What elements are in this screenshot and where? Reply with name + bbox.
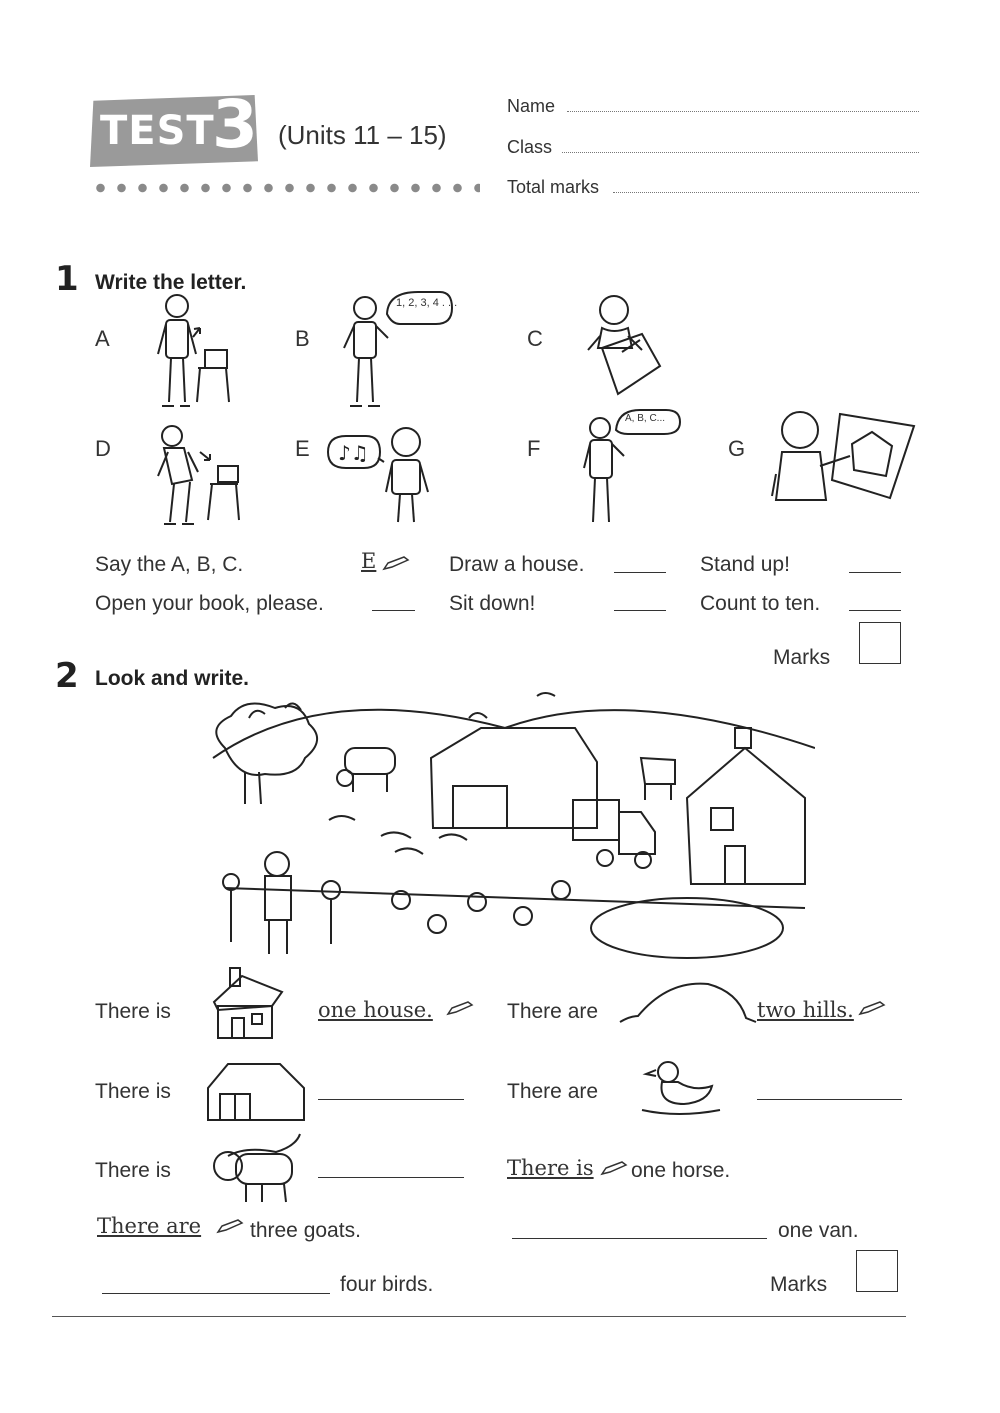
section-2-title: Look and write. xyxy=(95,667,250,690)
section-1-marks-box[interactable] xyxy=(859,622,901,664)
section-1-number: 1 xyxy=(55,259,79,299)
name-label: Name xyxy=(507,96,556,116)
row-5-answer[interactable] xyxy=(318,1176,464,1178)
row-5-lead: There is xyxy=(95,1159,171,1182)
row-2-lead: There are xyxy=(507,1000,599,1023)
hill-picture xyxy=(618,976,758,1026)
section-1-title: Write the letter. xyxy=(95,271,247,294)
pencil-icon xyxy=(216,1218,244,1234)
row-7-answer[interactable]: There are xyxy=(97,1214,202,1238)
row-2-answer[interactable]: two hills. xyxy=(757,998,854,1022)
name-field[interactable] xyxy=(567,110,919,112)
answer-open-book[interactable] xyxy=(372,609,415,611)
sentence-draw-house: Draw a house. xyxy=(449,553,585,576)
row-1-lead: There is xyxy=(95,1000,171,1023)
row-6-answer[interactable]: There is xyxy=(507,1156,594,1180)
sentence-open-book: Open your book, please. xyxy=(95,592,324,615)
draw-house-illustration xyxy=(770,404,918,510)
section-1-marks-label: Marks xyxy=(773,646,831,669)
sentence-sit-down: Sit down! xyxy=(449,592,536,615)
units-range: (Units 11 – 15) xyxy=(278,120,447,150)
sentence-say-abc: Say the A, B, C. xyxy=(95,553,244,576)
picture-letter-f: F xyxy=(527,436,541,461)
row-8-tail: one van. xyxy=(778,1219,859,1242)
pencil-icon xyxy=(382,555,410,571)
sentence-stand-up: Stand up! xyxy=(700,553,790,576)
row-7-tail: three goats. xyxy=(250,1219,361,1242)
sentence-count: Count to ten. xyxy=(700,592,821,615)
dotted-divider xyxy=(90,182,480,194)
row-9-answer[interactable] xyxy=(102,1292,330,1294)
answer-count[interactable] xyxy=(849,609,901,611)
test-badge-number: 3 xyxy=(212,86,258,163)
class-field[interactable] xyxy=(562,151,919,153)
sing-illustration xyxy=(324,422,444,526)
row-4-lead: There are xyxy=(507,1080,599,1103)
class-label: Class xyxy=(507,137,553,157)
total-marks-field[interactable] xyxy=(613,191,919,193)
answer-stand-up[interactable] xyxy=(849,571,901,573)
cow-picture xyxy=(206,1130,306,1206)
farm-scene-illustration xyxy=(205,688,815,970)
count-speech-text: 1, 2, 3, 4 . . . xyxy=(396,297,458,309)
stand-up-illustration xyxy=(150,292,260,414)
row-3-lead: There is xyxy=(95,1080,171,1103)
picture-letter-g: G xyxy=(728,436,746,461)
row-4-answer[interactable] xyxy=(757,1098,902,1100)
picture-letter-e: E xyxy=(295,436,310,461)
row-9-tail: four birds. xyxy=(340,1273,434,1296)
section-2-marks-box[interactable] xyxy=(856,1250,898,1292)
row-1-answer[interactable]: one house. xyxy=(318,998,433,1022)
row-8-answer[interactable] xyxy=(512,1237,767,1239)
section-2-marks-label: Marks xyxy=(770,1273,828,1296)
house-picture xyxy=(208,962,284,1042)
pencil-icon xyxy=(600,1160,628,1176)
row-3-answer[interactable] xyxy=(318,1098,464,1100)
pencil-icon xyxy=(446,1000,474,1016)
test-badge-word: TEST xyxy=(100,108,215,154)
row-6-tail: one horse. xyxy=(631,1159,731,1182)
answer-say-abc[interactable]: E xyxy=(361,549,377,573)
picture-letter-d: D xyxy=(95,436,111,461)
answer-draw-house[interactable] xyxy=(614,571,666,573)
section-2-number: 2 xyxy=(55,656,79,696)
total-marks-label: Total marks xyxy=(507,177,600,197)
say-abc-illustration xyxy=(580,406,690,530)
duck-picture xyxy=(638,1058,722,1118)
barn-picture xyxy=(206,1058,306,1124)
picture-letter-a: A xyxy=(95,326,110,351)
svg-text:♪♫: ♪♫ xyxy=(338,441,369,465)
picture-letter-b: B xyxy=(295,326,310,351)
abc-speech-text: A, B, C... xyxy=(625,413,666,424)
sit-down-illustration xyxy=(150,422,260,530)
answer-sit-down[interactable] xyxy=(614,609,666,611)
picture-letter-c: C xyxy=(527,326,543,351)
open-book-illustration xyxy=(582,288,662,400)
pencil-icon xyxy=(858,1000,886,1016)
bottom-rule xyxy=(52,1316,906,1317)
